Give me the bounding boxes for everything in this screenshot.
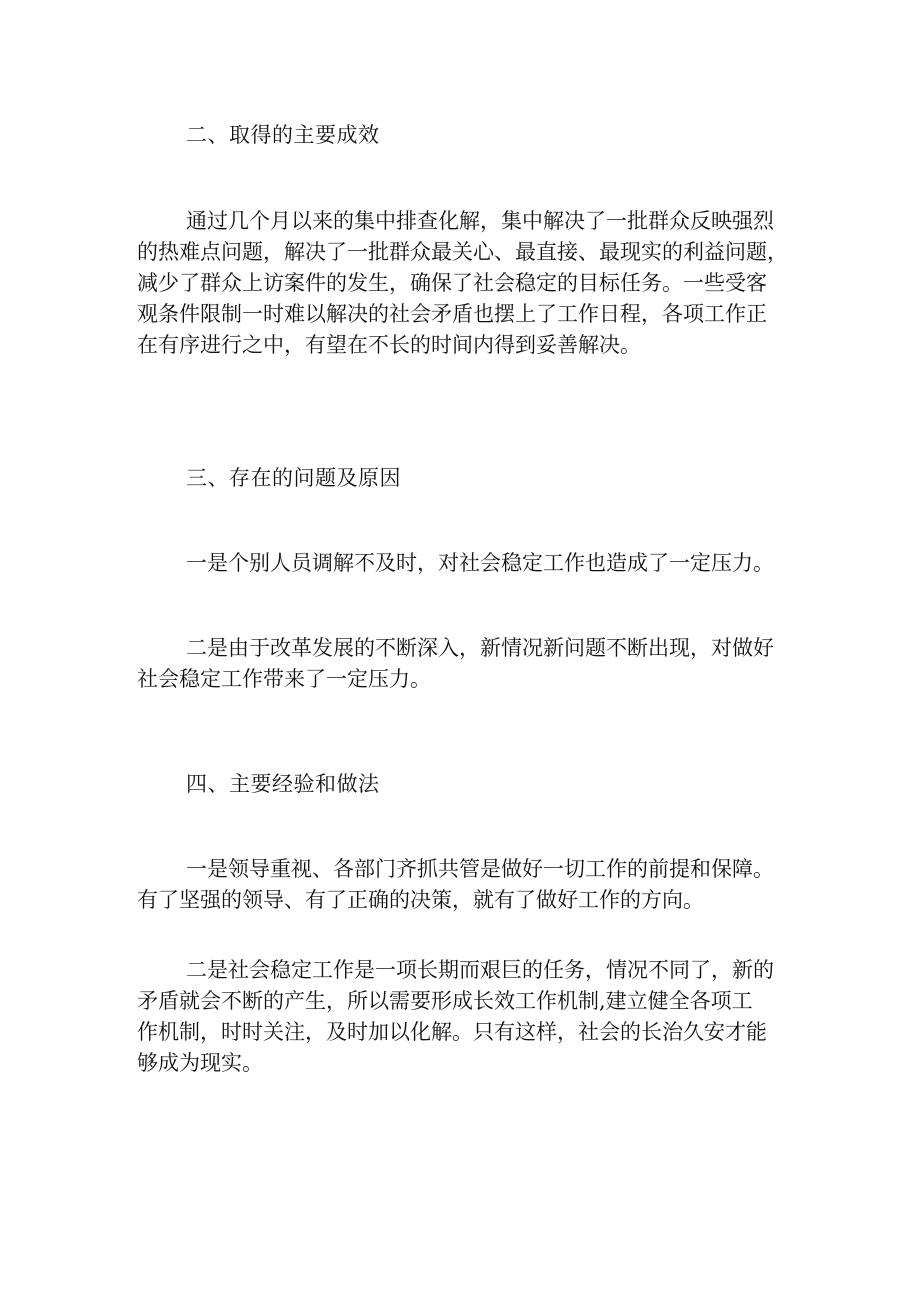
paragraph-line: 作机制，时时关注，及时加以化解。只有这样，社会的长治久安才能 [137,1020,767,1044]
paragraph-line: 二是由于改革发展的不断深入，新情况新问题不断出现，对做好 [186,636,774,660]
paragraph-problem-two [137,633,787,695]
paragraph-line: 社会稳定工作带来了一定压力。 [137,667,431,691]
paragraph-line: 够成为现实。 [137,1051,263,1075]
section-heading-experience: 四、主要经验和做法 [186,772,380,796]
paragraph-line: 观条件限制一时难以解决的社会矛盾也摆上了工作日程，各项工作正 [137,302,767,326]
paragraph-experience-one [137,854,787,916]
section-heading-problems: 三、存在的问题及原因 [186,466,401,490]
paragraph-achievements [137,206,787,361]
paragraph-line: 通过几个月以来的集中排查化解，集中解决了一批群众反映强烈 [186,209,774,233]
paragraph-line: 二是社会稳定工作是一项长期而艰巨的任务，情况不同了，新的 [186,958,774,982]
paragraph-experience-two [137,955,787,1079]
paragraph-line: 一是个别人员调解不及时，对社会稳定工作也造成了一定压力。 [186,551,774,575]
paragraph-problem-one [137,548,787,579]
paragraph-line: 在有序进行之中，有望在不长的时间内得到妥善解决。 [137,333,641,357]
paragraph-line: 有了坚强的领导、有了正确的决策，就有了做好工作的方向。 [137,888,704,912]
section-heading-achievements: 二、取得的主要成效 [186,123,380,147]
paragraph-line: 的热难点问题，解决了一批群众最关心、最直接、最现实的利益问题， [137,240,788,264]
paragraph-line: 矛盾就会不断的产生，所以需要形成长效工作机制,建立健全各项工 [137,989,753,1013]
paragraph-line: 减少了群众上访案件的发生，确保了社会稳定的目标任务。一些受客 [137,271,767,295]
paragraph-line: 一是领导重视、各部门齐抓共管是做好一切工作的前提和保障。 [186,857,774,881]
